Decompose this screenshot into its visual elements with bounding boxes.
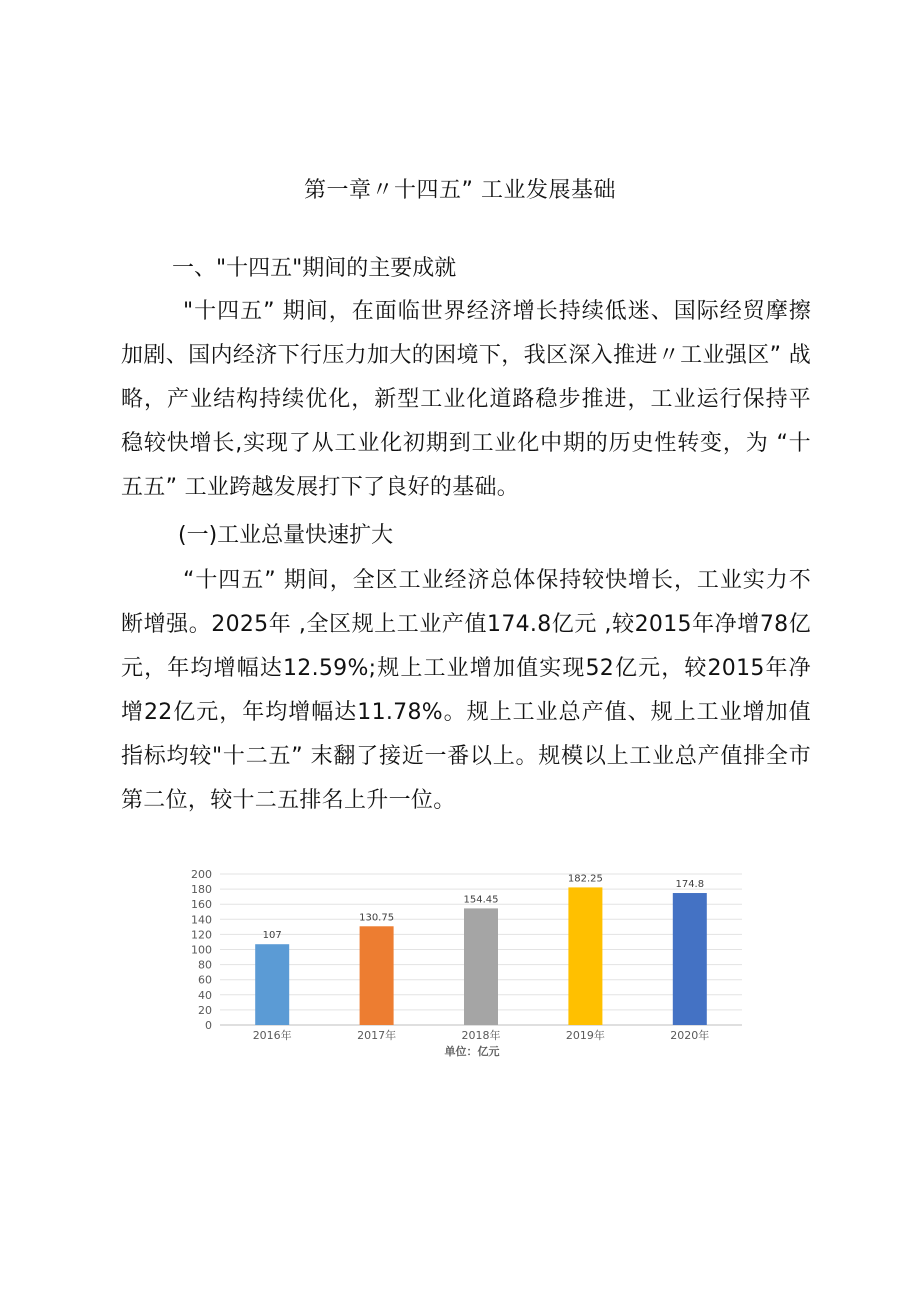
section-paragraph-text: "十四五” 期间，在面临世界经济增长持续低迷、国际经贸摩擦加剧、国内经济下行压力加大的困境下，我区深入推进〃工业强区” 战略，产业结构持续优化，新型工业化道路稳步推进，工业运行保持平稳较快增长,实现了从工业化初期到工业化中期的历史性转变，为 “十五五” 工业跨越发展打下了良好的基础。 — [121, 299, 811, 500]
y-tick-label: 20 — [198, 1003, 212, 1017]
y-tick-label: 80 — [198, 958, 212, 972]
y-tick-label: 160 — [191, 898, 212, 912]
bar — [360, 926, 394, 1025]
data-label: 174.8 — [675, 879, 705, 891]
subsection-paragraph-text: “十四五” 期间，全区工业经济总体保持较快增长，工业实力不断增强。2025年 ,全区规上工业产值174.8亿元 ,较2015年净增78亿元，年均增幅达12.59%;规上工业增加值实现52亿元，较2015年净增22亿元，年均增幅达11.78%。规上工业总产值、规上工业增加值指标均较"十二五” 末翻了接近一番以上。规模以上工业总产值排全市第二位，较十二五排名上升一位。 — [121, 568, 811, 813]
data-label: 130.75 — [359, 912, 395, 924]
data-label: 107 — [262, 930, 282, 942]
y-tick-label: 40 — [198, 988, 212, 1002]
data-label: 182.25 — [567, 873, 603, 885]
bar — [568, 887, 602, 1025]
y-tick-label: 200 — [191, 868, 212, 881]
y-tick-label: 140 — [191, 913, 212, 927]
subsection-paragraph — [121, 559, 811, 823]
bar — [673, 893, 707, 1025]
section-heading: 一、"十四五"期间的主要成就 — [172, 256, 457, 281]
x-axis-label: 单位：亿元 — [444, 1045, 500, 1058]
y-tick-label: 180 — [191, 883, 212, 897]
data-label: 154.45 — [463, 894, 499, 906]
subsection-heading: (一)工业总量快速扩大 — [178, 523, 394, 548]
x-tick-label: 2019年 — [565, 1029, 605, 1042]
y-tick-label: 60 — [198, 973, 212, 987]
x-tick-label: 2018年 — [461, 1029, 501, 1042]
x-tick-label: 2016年 — [252, 1029, 292, 1042]
output-bar-chart — [172, 862, 752, 1072]
chart-canvas — [172, 862, 752, 1072]
x-tick-label: 2017年 — [357, 1029, 397, 1042]
x-tick-label: 2020年 — [670, 1029, 710, 1042]
y-tick-label: 120 — [191, 928, 212, 942]
y-tick-label: 0 — [205, 1019, 212, 1032]
y-tick-label: 100 — [191, 943, 212, 957]
bar — [255, 944, 289, 1025]
section-paragraph — [121, 290, 811, 510]
bar — [464, 908, 498, 1025]
chapter-title: 第一章〃十四五” 工业发展基础 — [304, 178, 616, 203]
